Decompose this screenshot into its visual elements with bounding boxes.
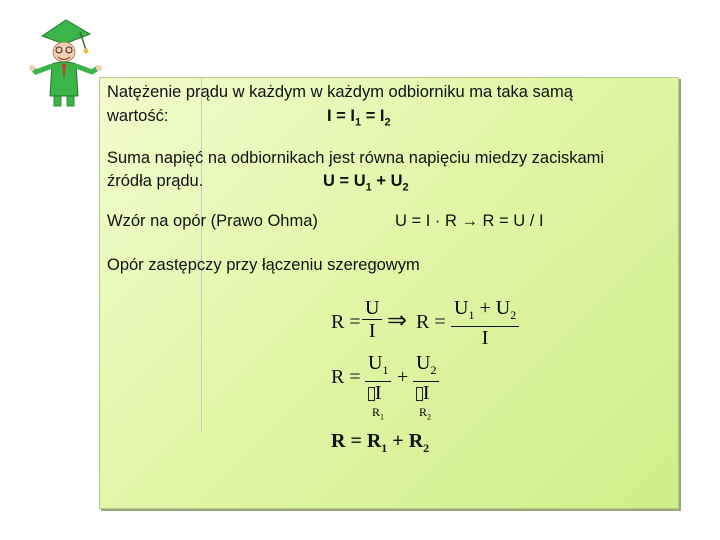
- current-text-line1: Natężenie prądu w każdym w każdym odbiorniku ma taka samą: [107, 83, 573, 101]
- current-equation: $I = I_1 = I_2$: [327, 107, 391, 129]
- current-text-line2: wartość:: [107, 107, 169, 125]
- formula1-lhs: R =: [331, 311, 361, 333]
- voltage-text-line2: źródła prądu.: [107, 172, 204, 190]
- formula1-fraction2: $\frac{U_1 + U_2}{I}$: [451, 297, 519, 349]
- formula2-fraction1: $\frac{U_1}{I}$: [365, 352, 391, 404]
- formula2-fraction2: $\frac{U_2}{I}$: [413, 352, 439, 404]
- voltage-text-line1: Suma napięć na odbiornikach jest równa napięciu miedzy zaciskami: [107, 149, 605, 167]
- formula1-fraction1: $\frac{U}{I}$: [362, 297, 382, 342]
- placeholder-box-icon: [368, 387, 375, 401]
- series-resistance-label: Opór zastępczy przy łączeniu szeregowym: [107, 256, 420, 274]
- implies-arrow-icon: ⇒: [387, 308, 408, 334]
- formula2-r1-label: $R_1$: [372, 405, 385, 422]
- ohm-law-formula: U = I · R → R = U / I: [395, 212, 544, 230]
- formula1-lhs2: R =: [416, 311, 446, 333]
- voltage-equation: $U = U_1 + U_2$: [323, 172, 409, 194]
- formula3-series-sum: $R = R_1 + R_2$: [331, 430, 430, 455]
- graduate-mascot-icon: [28, 18, 104, 110]
- formula2-plus: +: [397, 366, 409, 388]
- placeholder-box-icon: [416, 387, 423, 401]
- ohm-law-label: Wzór na opór (Prawo Ohma): [107, 212, 318, 230]
- formula2-r2-label: $R_2$: [419, 405, 432, 422]
- formula2-lhs: R =: [331, 366, 361, 388]
